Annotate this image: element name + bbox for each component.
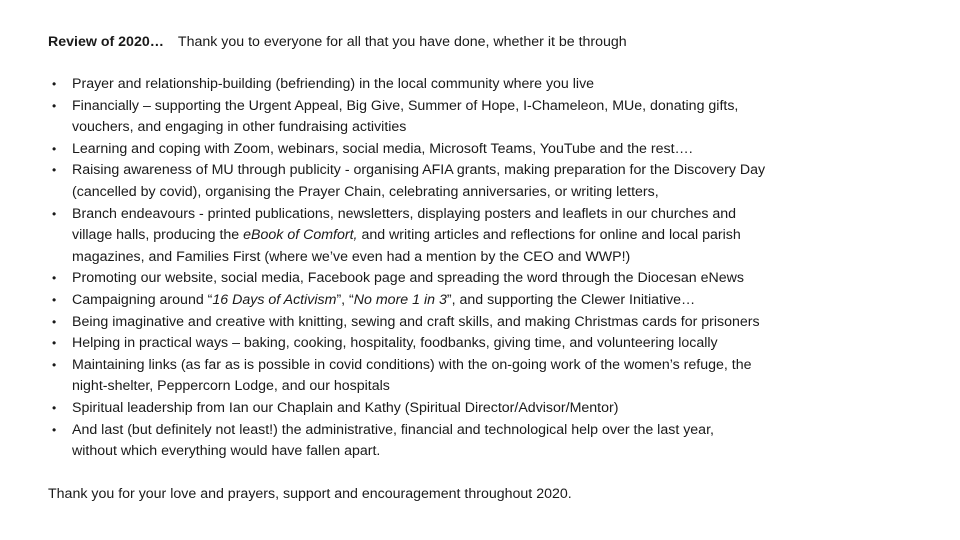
bullet-icon: • [52, 98, 57, 113]
bullet-icon: • [52, 400, 57, 415]
list-item-text: Promoting our website, social media, Facebook page and spreading the word through the Diocesan eNews [72, 270, 744, 287]
list-item [48, 74, 908, 96]
list-item-line [72, 268, 908, 290]
list-item-text: Helping in practical ways – baking, cooking, hospitality, foodbanks, giving time, and volunteering locally [72, 335, 718, 352]
list-item-text: (cancelled by covid), organising the Prayer Chain, celebrating anniversaries, or writing letters, [72, 183, 659, 200]
thank-you-list [48, 74, 908, 463]
bullet-icon: • [52, 292, 57, 307]
list-item-text: And last (but definitely not least!) the administrative, financial and technological help over the last year, [72, 421, 714, 438]
list-item-line [72, 160, 908, 182]
list-item-text: Prayer and relationship-building (befriending) in the local community where you live [72, 76, 595, 92]
list-item-text: Maintaining links (as far as is possible in covid conditions) with the on-going work of the women’s refuge, the [72, 356, 752, 373]
list-item [48, 96, 908, 139]
list-item [48, 160, 908, 203]
list-item [48, 333, 908, 355]
list-item [48, 420, 908, 463]
list-item-text: ”, and supporting the Clewer Initiative… [446, 291, 696, 308]
list-item-text: Learning and coping with Zoom, webinars, social media, Microsoft Teams, YouTube and the rest…. [72, 140, 693, 157]
list-item-text: Being imaginative and creative with knitting, sewing and craft skills, and making Christmas cards for prisoners [72, 313, 760, 330]
bullet-icon: • [52, 314, 57, 329]
list-item [48, 312, 908, 334]
list-item [48, 290, 908, 312]
list-item-text: Branch endeavours - printed publications, newsletters, displaying posters and leaflets in our churches and [72, 205, 737, 222]
bullet-icon: • [52, 77, 57, 91]
list-item-text: Raising awareness of MU through publicity - organising AFIA grants, making preparation for the Discovery Day [72, 162, 766, 179]
list-item-line [72, 139, 908, 161]
bullet-icon: • [52, 271, 57, 286]
bullet-icon: • [52, 336, 57, 351]
list-item [48, 268, 908, 290]
list-item-line [72, 117, 908, 139]
page-title [48, 32, 928, 52]
list-item-line [72, 182, 908, 204]
list-item-line [72, 420, 908, 442]
list-item-text: magazines, and Families First (where we’ve even had a mention by the CEO and WWP!) [72, 248, 631, 265]
list-item [48, 398, 908, 420]
list-item-line [72, 96, 908, 118]
list-item-text: ”, “ [336, 291, 354, 308]
list-item-text: without which everything would have fallen apart. [72, 443, 381, 460]
bullet-icon: • [52, 141, 57, 156]
list-item [48, 355, 908, 398]
list-item-line [72, 247, 908, 269]
italic-text: No more 1 in 3 [353, 291, 447, 308]
list-item-line [72, 355, 908, 377]
closing-text: Thank you for your love and prayers, support and encouragement throughout 2020. [48, 486, 572, 502]
list-item-line [72, 398, 908, 420]
italic-text: 16 Days of Activism [212, 291, 337, 308]
list-item [48, 139, 908, 161]
list-item-line [72, 312, 908, 334]
list-item-line [72, 225, 908, 247]
list-item-line [72, 376, 908, 398]
bullet-icon: • [52, 422, 57, 437]
list-item-line [72, 441, 908, 463]
bullet-icon: • [52, 357, 57, 372]
list-item-line [72, 204, 908, 226]
list-item [48, 204, 908, 269]
list-item-text: and writing articles and reflections for online and local parish [357, 227, 741, 244]
list-item-text: Campaigning around “ [72, 291, 213, 308]
list-item-text: village halls, producing the [72, 227, 244, 244]
list-item-line [72, 74, 908, 96]
bullet-icon: • [52, 206, 57, 221]
list-item-text: vouchers, and engaging in other fundraising activities [72, 119, 407, 136]
title-text: Thank you to everyone for all that you have done, whether it be through [177, 34, 627, 50]
italic-text: eBook of Comfort, [243, 227, 358, 244]
list-item-text: night-shelter, Peppercorn Lodge, and our hospitals [72, 378, 390, 395]
title-bold: Review of 2020… [48, 34, 164, 50]
bullet-icon: • [52, 163, 57, 178]
list-item-line [72, 290, 908, 312]
list-item-text: Spiritual leadership from Ian our Chaplain and Kathy (Spiritual Director/Advisor/Mentor) [72, 399, 619, 416]
list-item-text: Financially – supporting the Urgent Appeal, Big Give, Summer of Hope, I-Chameleon, MUe, donating gifts, [72, 97, 739, 114]
list-item-line [72, 333, 908, 355]
